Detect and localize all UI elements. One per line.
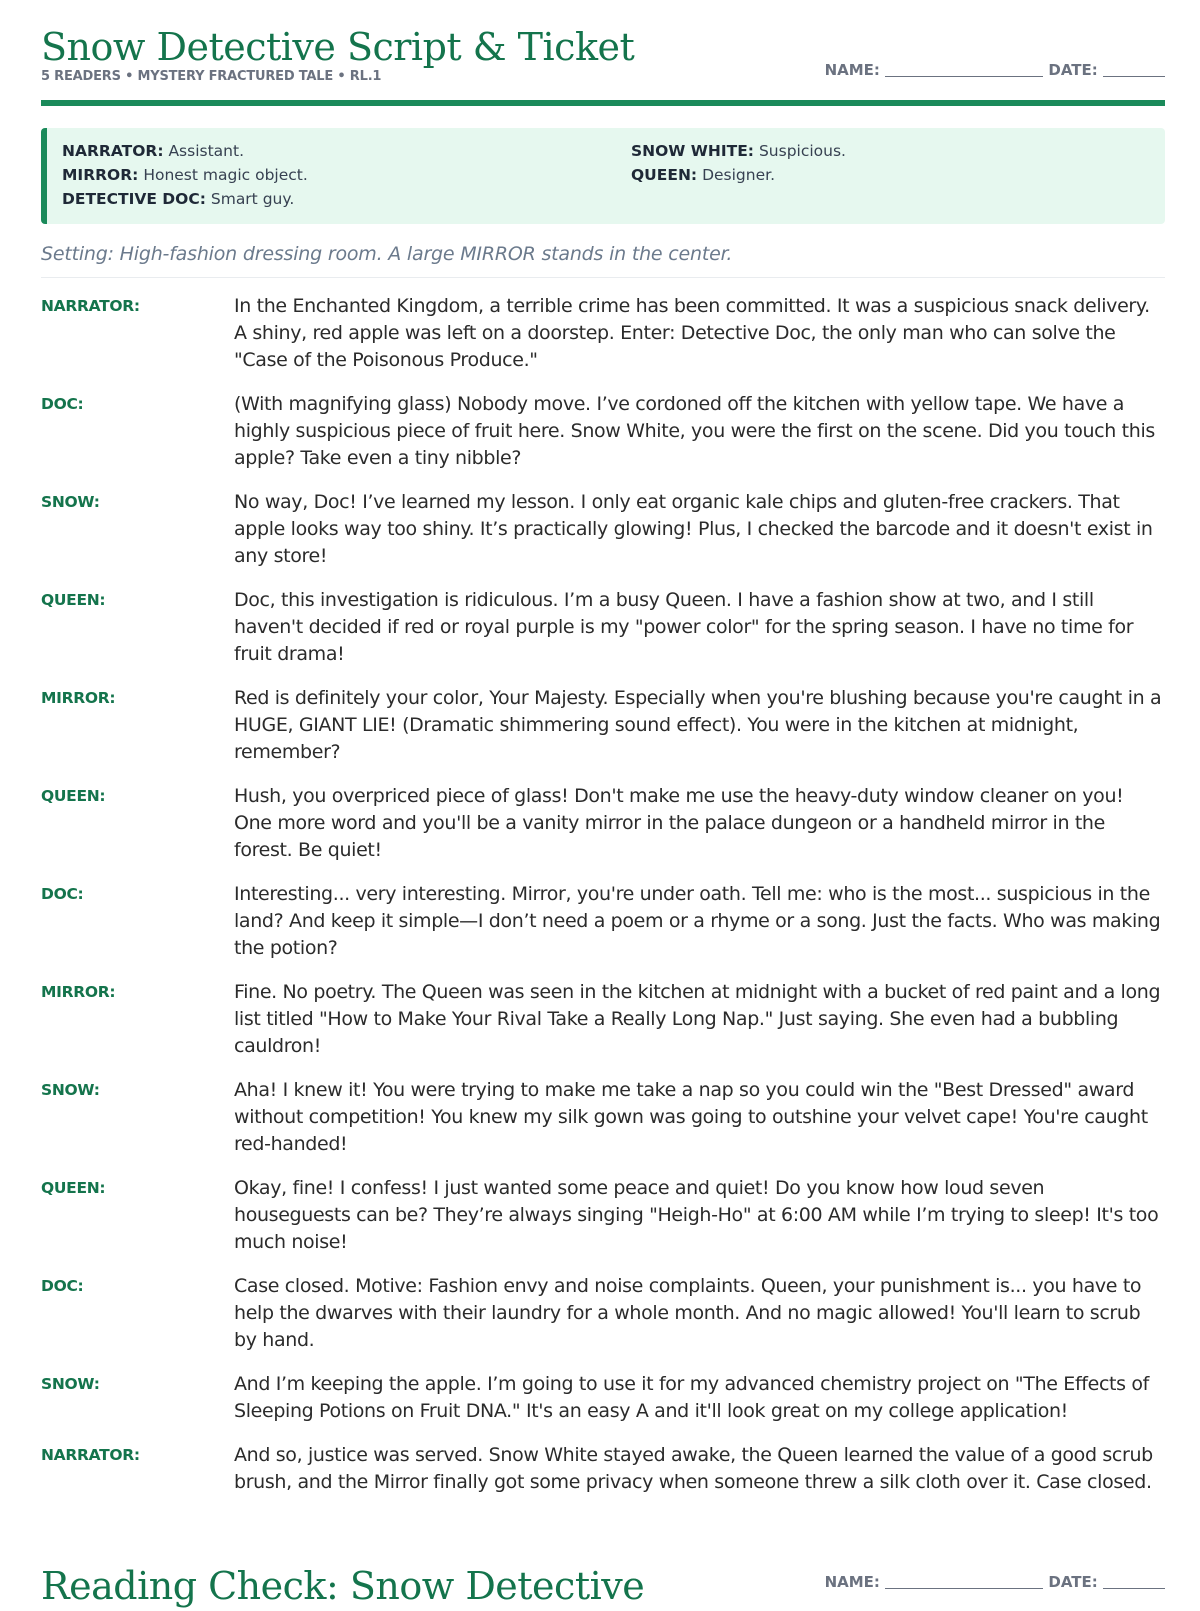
- reading-check-title: Reading Check: Snow Detective: [41, 1564, 645, 1608]
- cast-column-left: [62, 139, 308, 211]
- speaker-label: QUEEN:: [41, 1179, 106, 1197]
- setting-divider: [41, 277, 1165, 278]
- dialogue-text: Doc, this investigation is ridiculous. I’m a busy Queen. I have a fashion show at two, and I still haven't decided if red or royal purple is my "power color" for the spring season. I have no time for fruit drama!: [234, 589, 1134, 665]
- page-title: Snow Detective Script & Ticket: [41, 25, 635, 69]
- speaker-label: NARRATOR:: [41, 297, 140, 315]
- cast-list: [41, 128, 1165, 224]
- speaker-label: QUEEN:: [41, 787, 106, 805]
- cast-role: MIRROR:: [62, 166, 139, 184]
- script-line: [41, 979, 1165, 1060]
- dialogue-text: (With magnifying glass) Nobody move. I’ve cordoned off the kitchen with yellow tape. We have a highly suspicious piece of fruit here. Snow White, you were the first on the scene. Did you touch this apple? Take even a tiny nibble?: [234, 393, 1155, 469]
- speaker-label: SNOW:: [41, 1375, 100, 1393]
- script-line: [41, 489, 1165, 570]
- script-line: [41, 391, 1165, 472]
- cast-role: NARRATOR:: [62, 142, 164, 160]
- cast-description: Suspicious.: [758, 142, 846, 160]
- cast-description: Honest magic object.: [143, 166, 308, 184]
- speaker-label: NARRATOR:: [41, 1446, 140, 1464]
- name-blank[interactable]: [885, 62, 1043, 77]
- cast-entry-queen: [631, 163, 846, 187]
- script-line: [41, 1371, 1165, 1425]
- cast-column-right: [631, 139, 846, 187]
- script-line: [41, 783, 1165, 864]
- speaker-label: MIRROR:: [41, 689, 116, 707]
- name-label: NAME:: [824, 1573, 880, 1591]
- script-line: [41, 587, 1165, 668]
- dialogue-text: Hush, you overpriced piece of glass! Don't make me use the heavy-duty window cleaner on you! One more word and you'll be a vanity mirror in the palace dungeon or a handheld mirror in the forest. Be quiet!: [234, 785, 1124, 861]
- script-line: [41, 1077, 1165, 1158]
- dialogue-text: Okay, fine! I confess! I just wanted some peace and quiet! Do you know how loud seven houseguests can be? They’re always singing "Heigh-Ho" at 6:00 AM while I’m trying to sleep! It's too much noise!: [234, 1177, 1159, 1253]
- script-line: [41, 1273, 1165, 1354]
- cast-description: Designer.: [702, 166, 775, 184]
- name-date-fields: [825, 61, 1165, 79]
- cast-entry-detective-doc: [62, 187, 308, 211]
- setting-description: Setting: High-fashion dressing room. A large MIRROR stands in the center.: [41, 243, 733, 265]
- cast-entry-mirror: [62, 163, 308, 187]
- date-label: DATE:: [1048, 1573, 1098, 1591]
- script-line: [41, 881, 1165, 962]
- cast-entry-narrator: [62, 139, 308, 163]
- dialogue-text: Red is definitely your color, Your Majesty. Especially when you're blushing because you're caught in a HUGE, GIANT LIE! (Dramatic shimmering sound effect). You were in the kitchen at midnight, remember?: [234, 687, 1162, 763]
- dialogue-text: Fine. No poetry. The Queen was seen in the kitchen at midnight with a bucket of red paint and a long list titled "How to Make Your Rival Take a Really Long Nap." Just saying. She even had a bubbling cauldron!: [234, 981, 1161, 1057]
- script-line: [41, 293, 1165, 374]
- dialogue-text: And so, justice was served. Snow White stayed awake, the Queen learned the value of a good scrub brush, and the Mirror finally got some privacy when someone threw a silk cloth over it. Case closed.: [234, 1444, 1153, 1493]
- date-label: DATE:: [1048, 61, 1098, 79]
- speaker-label: QUEEN:: [41, 591, 106, 609]
- page-subtitle: 5 READERS • MYSTERY FRACTURED TALE • RL.1: [41, 69, 382, 84]
- script-body: [41, 293, 1165, 1513]
- header-divider: [41, 100, 1165, 106]
- script-line: [41, 685, 1165, 766]
- worksheet-header: [41, 20, 1165, 108]
- dialogue-text: Aha! I knew it! You were trying to make me take a nap so you could win the "Best Dressed" award without competition! You knew my silk gown was going to outshine your velvet cape! You're caught red-handed!: [234, 1079, 1148, 1155]
- cast-role: QUEEN:: [631, 166, 698, 184]
- cast-entry-snow-white: [631, 139, 846, 163]
- speaker-label: DOC:: [41, 1277, 84, 1295]
- speaker-label: MIRROR:: [41, 983, 116, 1001]
- name-label: NAME:: [824, 61, 880, 79]
- dialogue-text: In the Enchanted Kingdom, a terrible crime has been committed. It was a suspicious snack delivery. A shiny, red apple was left on a doorstep. Enter: Detective Doc, the only man who can solve the "Case of the Poisonous Produce.": [234, 295, 1150, 371]
- dialogue-text: No way, Doc! I’ve learned my lesson. I only eat organic kale chips and gluten-free crackers. That apple looks way too shiny. It’s practically glowing! Plus, I checked the barcode and it doesn't exist in any store!: [234, 491, 1153, 567]
- footer-name-date-fields: [825, 1573, 1165, 1591]
- dialogue-text: Case closed. Motive: Fashion envy and noise complaints. Queen, your punishment is... you have to help the dwarves with their laundry for a whole month. And no magic allowed! You'll learn to scrub by hand.: [234, 1275, 1142, 1351]
- name-blank[interactable]: [885, 1574, 1043, 1589]
- speaker-label: SNOW:: [41, 493, 100, 511]
- cast-role: SNOW WHITE:: [631, 142, 755, 160]
- speaker-label: DOC:: [41, 885, 84, 903]
- speaker-label: SNOW:: [41, 1081, 100, 1099]
- cast-description: Assistant.: [168, 142, 244, 160]
- dialogue-text: And I’m keeping the apple. I’m going to use it for my advanced chemistry project on "The Effects of Sleeping Potions on Fruit DNA." It's an easy A and it'll look great on my college application!: [234, 1373, 1150, 1422]
- dialogue-text: Interesting... very interesting. Mirror, you're under oath. Tell me: who is the most... suspicious in the land? And keep it simple—I don’t need a poem or a rhyme or a song. Just the facts. Who was making the potion?: [234, 883, 1161, 959]
- date-blank[interactable]: [1103, 1574, 1165, 1589]
- cast-role: DETECTIVE DOC:: [62, 190, 206, 208]
- cast-description: Smart guy.: [210, 190, 295, 208]
- script-line: [41, 1175, 1165, 1256]
- speaker-label: DOC:: [41, 395, 84, 413]
- date-blank[interactable]: [1103, 62, 1165, 77]
- script-line: [41, 1442, 1165, 1496]
